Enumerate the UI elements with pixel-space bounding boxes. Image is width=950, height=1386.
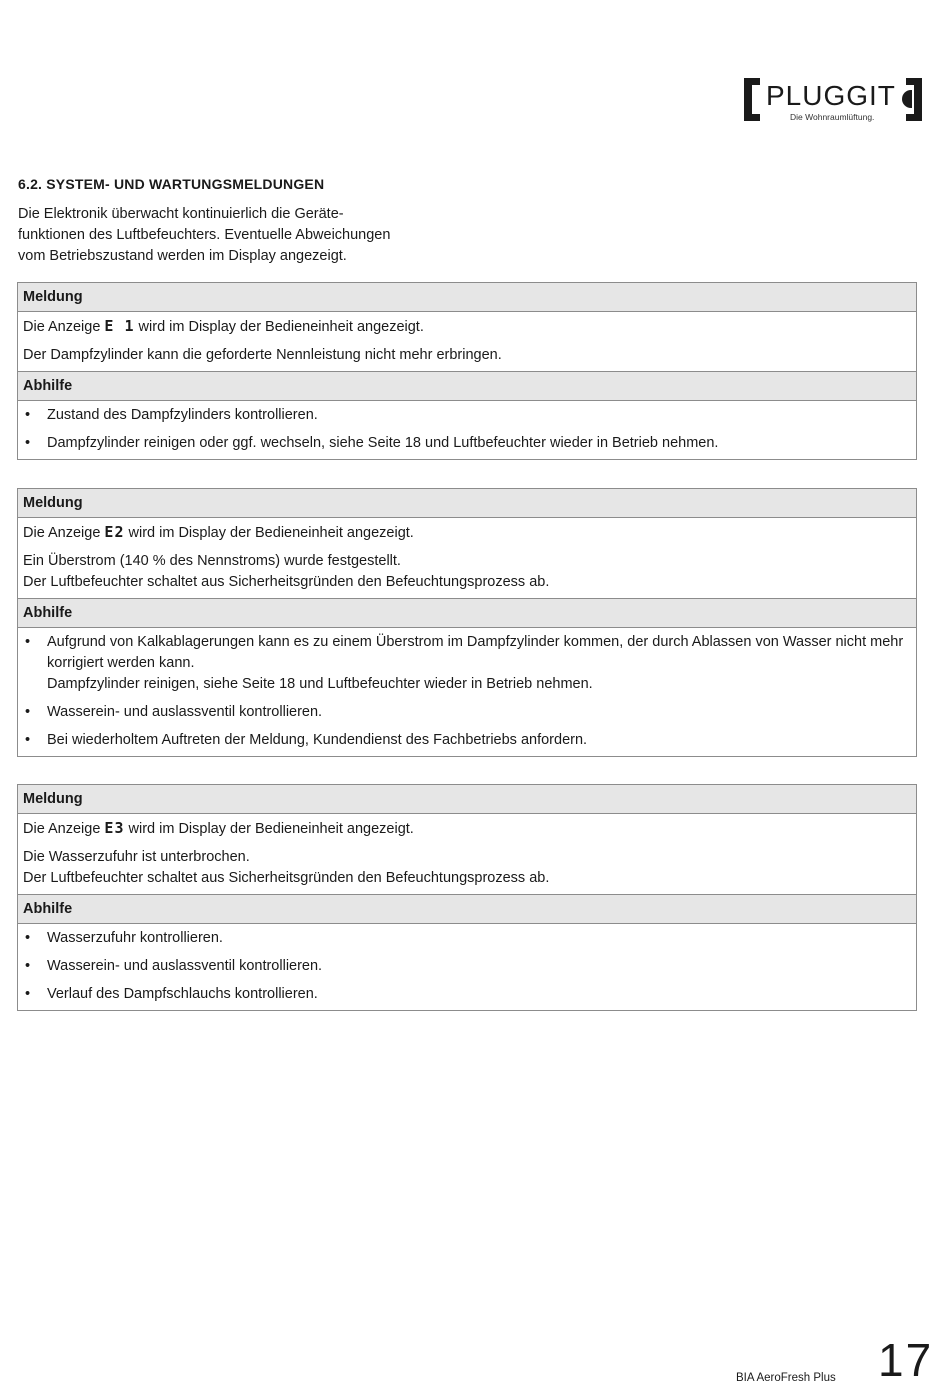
display-line — [23, 316, 911, 338]
abhilfe-header: Abhilfe — [18, 371, 916, 401]
section-intro: Die Elektronik überwacht kontinuierlich die Geräte- funktionen des Luftbefeuchters. Eventuelle Abweichungen vom Betriebszustand werden im Display angezeigt. — [18, 206, 391, 264]
message-description: Der Dampfzylinder kann die geforderte Nennleistung nicht mehr erbringen. — [23, 347, 502, 363]
message-box-e2 — [17, 488, 917, 757]
list-item: • Bei wiederholtem Auftreten der Meldung, Kundendienst des Fachbetriebs anfordern. — [25, 732, 588, 748]
error-code: E2 — [104, 523, 125, 541]
message-description: Die Wasserzufuhr ist unterbrochen. Der Luftbefeuchter schaltet aus Sicherheitsgründen den Befeuchtungsprozess ab. — [23, 849, 550, 886]
list-item: • Wasserein- und auslassventil kontrollieren. — [25, 704, 323, 720]
list-item: • Wasserein- und auslassventil kontrollieren. — [25, 958, 323, 974]
message-description: Ein Überstrom (140 % des Nennstroms) wurde festgestellt. Der Luftbefeuchter schaltet aus Sicherheitsgründen den Befeuchtungsprozess ab. — [23, 553, 550, 590]
message-box-e1 — [17, 282, 917, 460]
footer-product-name: BIA AeroFresh Plus — [736, 1372, 836, 1384]
list-item: • Zustand des Dampfzylinders kontrollieren. — [25, 407, 318, 423]
meldung-header: Meldung — [18, 489, 916, 518]
list-item: • Verlauf des Dampfschlauchs kontrollieren. — [25, 986, 318, 1002]
meldung-header: Meldung — [18, 283, 916, 312]
meldung-header: Meldung — [18, 785, 916, 814]
remedy-list — [18, 401, 916, 459]
logo-tagline: Die Wohnraumlüftung. — [790, 112, 875, 122]
meldung-body — [18, 814, 916, 894]
abhilfe-header: Abhilfe — [18, 894, 916, 924]
pluggit-logo — [744, 78, 922, 123]
abhilfe-header: Abhilfe — [18, 598, 916, 628]
display-suffix: wird im Display der Bedieneinheit angezeigt. — [128, 821, 414, 837]
list-item: • Aufgrund von Kalkablagerungen kann es zu einem Überstrom im Dampfzylinder kommen, der durch Ablassen von Wasser nicht mehr korrigiert werden kann. Dampfzylinder reinigen, siehe Seite 18 und Luftbefeuchter wieder in Betrieb nehmen. — [25, 634, 904, 692]
logo-wordmark: PLUGGIT — [766, 80, 896, 111]
display-prefix: Die Anzeige — [23, 319, 101, 335]
logo-bracket-left — [744, 78, 752, 121]
meldung-body — [18, 312, 916, 371]
page-number: 17 — [878, 1334, 934, 1386]
logo-bracket-right — [914, 78, 922, 121]
remedy-list — [18, 628, 916, 756]
error-code: E3 — [104, 819, 125, 837]
message-box-e3 — [17, 784, 917, 1011]
display-line — [23, 818, 911, 840]
display-suffix: wird im Display der Bedieneinheit angezeigt. — [138, 319, 424, 335]
display-prefix: Die Anzeige — [23, 821, 101, 837]
section-heading: 6.2. SYSTEM- UND WARTUNGSMELDUNGEN — [18, 176, 325, 192]
display-line — [23, 522, 911, 544]
list-item: • Dampfzylinder reinigen oder ggf. wechseln, siehe Seite 18 und Luftbefeuchter wieder in Betrieb nehmen. — [25, 435, 719, 451]
remedy-list — [18, 924, 916, 1010]
list-item: • Wasserzufuhr kontrollieren. — [25, 930, 223, 946]
logo-plug-icon — [902, 90, 912, 108]
error-code: E 1 — [104, 317, 135, 335]
display-prefix: Die Anzeige — [23, 525, 101, 541]
meldung-body — [18, 518, 916, 598]
display-suffix: wird im Display der Bedieneinheit angezeigt. — [128, 525, 414, 541]
